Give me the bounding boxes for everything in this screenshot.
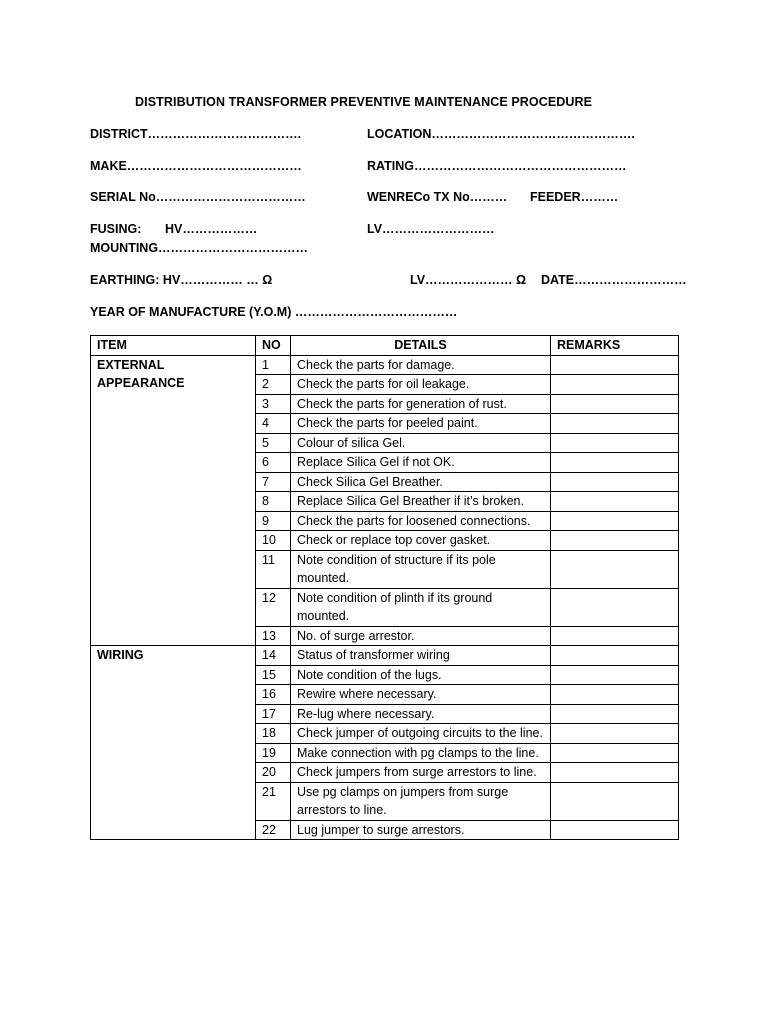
row-details-cell: Check Silica Gel Breather.: [291, 472, 551, 492]
row-remarks-cell[interactable]: [551, 646, 679, 666]
row-details-cell: Note condition of structure if its pole mounted.: [291, 550, 551, 588]
row-number-cell: 14: [256, 646, 291, 666]
row-number-cell: 16: [256, 685, 291, 705]
maintenance-checklist-table: [90, 335, 679, 840]
location-field[interactable]: LOCATION………………………………………….: [367, 127, 635, 141]
row-details-cell: Status of transformer wiring: [291, 646, 551, 666]
row-details-cell: Note condition of plinth if its ground mounted.: [291, 588, 551, 626]
row-number-cell: 3: [256, 394, 291, 414]
row-number-cell: 8: [256, 492, 291, 512]
row-number-cell: 20: [256, 763, 291, 783]
row-remarks-cell[interactable]: [551, 511, 679, 531]
row-details-cell: Check the parts for loosened connections.: [291, 511, 551, 531]
row-remarks-cell[interactable]: [551, 820, 679, 840]
row-details-cell: Check jumpers from surge arrestors to line.: [291, 763, 551, 783]
row-remarks-cell[interactable]: [551, 375, 679, 395]
row-remarks-cell[interactable]: [551, 626, 679, 646]
header-remarks: REMARKS: [551, 336, 679, 356]
fusing-hv-field[interactable]: HV………………: [165, 222, 258, 236]
row-number-cell: 22: [256, 820, 291, 840]
row-details-cell: Check the parts for peeled paint.: [291, 414, 551, 434]
row-details-cell: Use pg clamps on jumpers from surge arrestors to line.: [291, 782, 551, 820]
row-remarks-cell[interactable]: [551, 453, 679, 473]
mounting-field[interactable]: MOUNTING………………………………: [90, 241, 309, 255]
table-header-row: [91, 336, 679, 356]
year-of-manufacture-field[interactable]: YEAR OF MANUFACTURE (Y.O.M) …………………………………: [90, 305, 458, 319]
fusing-label: FUSING:: [90, 222, 142, 236]
header-details: DETAILS: [291, 336, 551, 356]
row-number-cell: 9: [256, 511, 291, 531]
earthing-lv-field[interactable]: LV………………… Ω: [410, 273, 527, 287]
row-details-cell: Check the parts for oil leakage.: [291, 375, 551, 395]
row-remarks-cell[interactable]: [551, 394, 679, 414]
feeder-field[interactable]: FEEDER………: [530, 190, 619, 204]
row-details-cell: Check the parts for damage.: [291, 355, 551, 375]
row-remarks-cell[interactable]: [551, 492, 679, 512]
row-details-cell: Rewire where necessary.: [291, 685, 551, 705]
row-number-cell: 6: [256, 453, 291, 473]
row-remarks-cell[interactable]: [551, 355, 679, 375]
row-number-cell: 5: [256, 433, 291, 453]
row-number-cell: 1: [256, 355, 291, 375]
row-number-cell: 2: [256, 375, 291, 395]
row-remarks-cell[interactable]: [551, 414, 679, 434]
row-number-cell: 13: [256, 626, 291, 646]
row-remarks-cell[interactable]: [551, 763, 679, 783]
fusing-lv-field[interactable]: LV………………………: [367, 222, 495, 236]
table-row: [91, 355, 679, 375]
make-field[interactable]: MAKE……………………………………: [90, 159, 302, 173]
header-no: NO: [256, 336, 291, 356]
row-number-cell: 19: [256, 743, 291, 763]
row-number-cell: 18: [256, 724, 291, 744]
row-number-cell: 21: [256, 782, 291, 820]
date-field[interactable]: DATE………………………: [541, 273, 687, 287]
header-item: ITEM: [91, 336, 256, 356]
row-remarks-cell[interactable]: [551, 588, 679, 626]
wenreco-tx-field[interactable]: WENRECo TX No………: [367, 190, 508, 204]
item-group-cell: EXTERNAL APPEARANCE: [91, 355, 256, 646]
row-remarks-cell[interactable]: [551, 665, 679, 685]
row-number-cell: 15: [256, 665, 291, 685]
row-details-cell: Replace Silica Gel Breather if it’s broken.: [291, 492, 551, 512]
row-number-cell: 7: [256, 472, 291, 492]
row-number-cell: 11: [256, 550, 291, 588]
rating-field[interactable]: RATING……………………………………………: [367, 159, 627, 173]
row-remarks-cell[interactable]: [551, 433, 679, 453]
item-group-cell: WIRING: [91, 646, 256, 840]
row-remarks-cell[interactable]: [551, 531, 679, 551]
row-number-cell: 10: [256, 531, 291, 551]
district-field[interactable]: DISTRICT……………………………….: [90, 127, 302, 141]
row-remarks-cell[interactable]: [551, 550, 679, 588]
row-remarks-cell[interactable]: [551, 724, 679, 744]
row-details-cell: Lug jumper to surge arrestors.: [291, 820, 551, 840]
earthing-hv-field[interactable]: EARTHING: HV…………… … Ω: [90, 273, 273, 287]
row-remarks-cell[interactable]: [551, 704, 679, 724]
row-remarks-cell[interactable]: [551, 743, 679, 763]
row-details-cell: Make connection with pg clamps to the line.: [291, 743, 551, 763]
row-details-cell: Check jumper of outgoing circuits to the line.: [291, 724, 551, 744]
row-details-cell: Check the parts for generation of rust.: [291, 394, 551, 414]
table-body: [91, 355, 679, 840]
serial-field[interactable]: SERIAL No………………………………: [90, 190, 306, 204]
row-details-cell: Check or replace top cover gasket.: [291, 531, 551, 551]
row-details-cell: No. of surge arrestor.: [291, 626, 551, 646]
row-details-cell: Re-lug where necessary.: [291, 704, 551, 724]
row-details-cell: Colour of silica Gel.: [291, 433, 551, 453]
row-remarks-cell[interactable]: [551, 472, 679, 492]
row-number-cell: 12: [256, 588, 291, 626]
row-details-cell: Note condition of the lugs.: [291, 665, 551, 685]
table-row: [91, 646, 679, 666]
row-details-cell: Replace Silica Gel if not OK.: [291, 453, 551, 473]
document-title: DISTRIBUTION TRANSFORMER PREVENTIVE MAINTENANCE PROCEDURE: [135, 95, 593, 109]
row-remarks-cell[interactable]: [551, 685, 679, 705]
row-number-cell: 17: [256, 704, 291, 724]
row-number-cell: 4: [256, 414, 291, 434]
row-remarks-cell[interactable]: [551, 782, 679, 820]
